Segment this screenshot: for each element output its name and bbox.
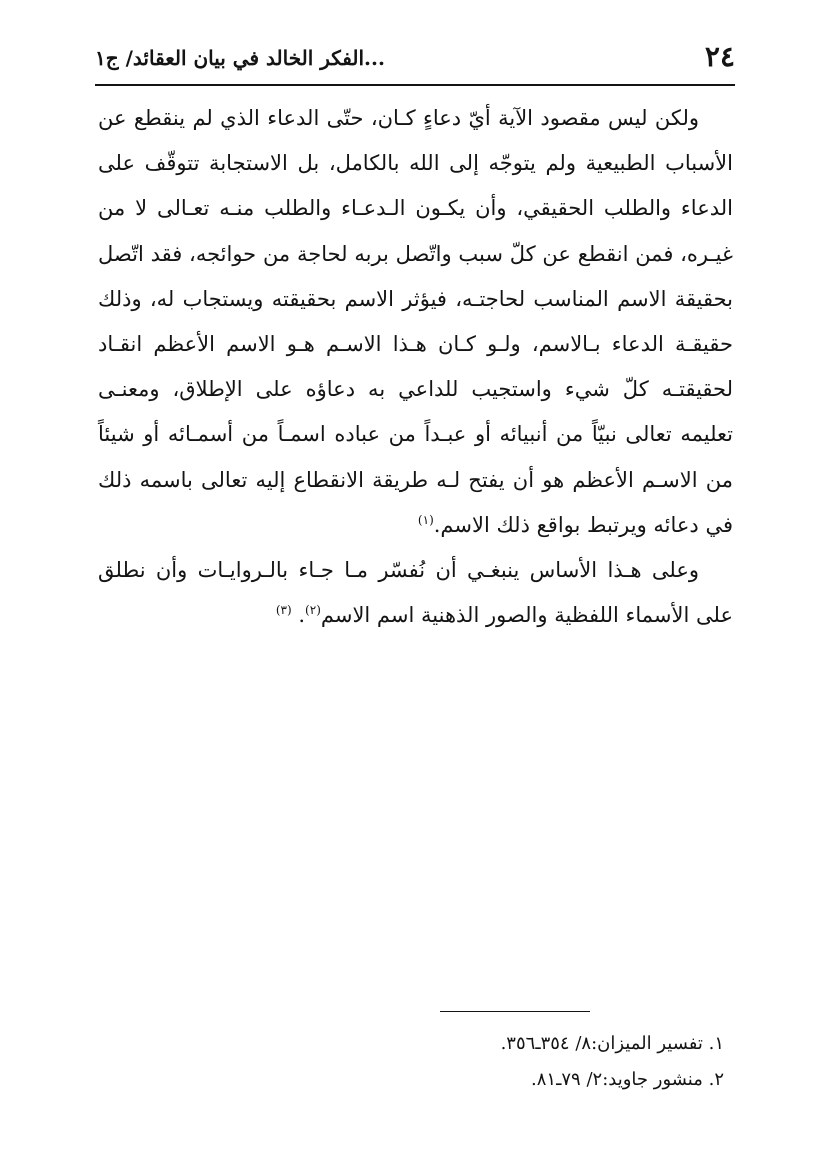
main-text (98, 96, 733, 638)
footnote-divider (440, 1011, 590, 1012)
footnote-reference: (٣) (275, 603, 292, 618)
page-number: ٢٤ (704, 40, 735, 73)
paragraph (98, 548, 733, 638)
header-divider (95, 84, 735, 86)
paragraph-text: وعلى هـذا الأساس ينبغـي أن نُفسّر مـا جـاء بالـروايـات وأن نطلق على الأسماء اللفظية والصور الذهنية اسم الاسم (98, 558, 733, 628)
paragraph-text: ولكن ليس مقصود الآية أيّ دعاءٍ كـان، حتّى الدعاء الذي لم ينقطع عن الأسباب الطبيعية ولم يتوجّه إلى الله بالكامل، بل الاستجابة تتوقّف على الدعاء والطلب الحقيقي، وأن يكـون الـدعـاء والطلب منـه تعـالى لا من غيـره، فمن انقطع عن كلّ سبب واتّصل بربه لحاجة من حوائجه، فقد اتّصل بحقيقة الاسم المناسب لحاجتـه، فيؤثر الاسم بحقيقته ويستجاب له، وذلك حقيقـة الدعاء بـالاسم، ولـو كـان هـذا الاسـم هـو الاسم الأعظم انقـاد لحقيقتـه كلّ شيء واستجيب للداعي به دعاؤه على الإطلاق، ومعنـى تعليمه تعالى نبيّاً من أنبيائه أو عبـداً من عباده اسمـاً من أسمـائه أو شيئاً من الاسـم الأعظم هو أن يفتح لـه طريقة الانقطاع إليه تعالى باسمه ذلك في دعائه ويرتبط بواقع ذلك الاسم. (98, 106, 734, 537)
footnotes (224, 1026, 724, 1098)
footnote-reference: (١) (417, 512, 434, 527)
paragraph-end: . (298, 603, 306, 628)
running-title: ...الفكر الخالد في بيان العقائد/ ج١ (95, 46, 385, 70)
paragraph (98, 96, 733, 548)
footnote: ٢. منشور جاويد:٢/ ٧٩ـ٨١. (531, 1069, 724, 1090)
footnote: ١. تفسير الميزان:٨/ ٣٥٤ـ٣٥٦. (500, 1033, 724, 1054)
page-header (95, 36, 735, 86)
footnote-reference: (٢) (305, 603, 321, 618)
